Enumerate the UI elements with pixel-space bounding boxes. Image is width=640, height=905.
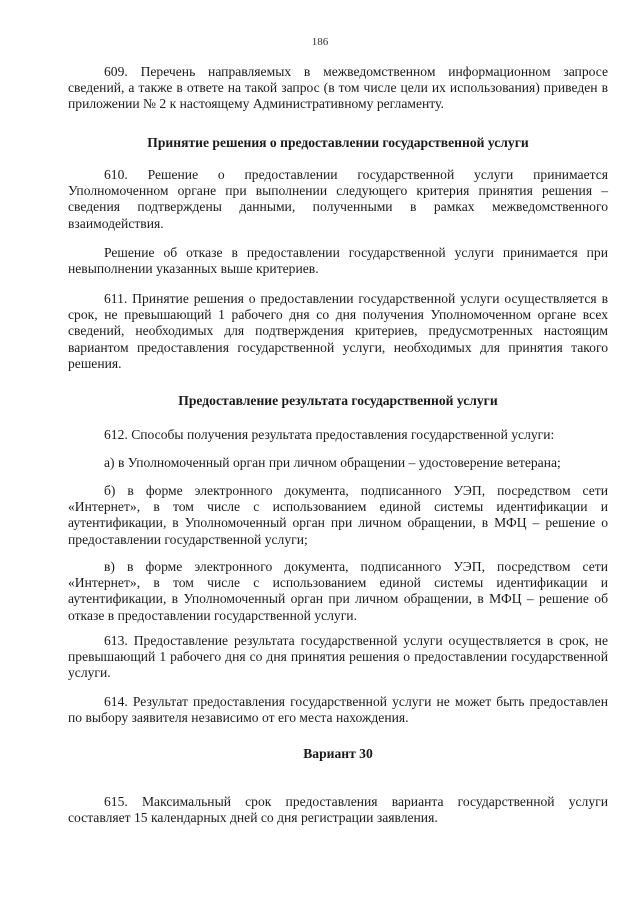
paragraph-610-refusal: [68, 245, 608, 277]
paragraph-text: 610. Решение о предоставлении государственной услуги принимается Уполномоченном органе при выполнении следующего критерия принятия решения – сведения подтверждены данными, полученными в рамках межведомственного взаимодействия.: [68, 167, 608, 231]
heading-variant-30: [68, 746, 608, 762]
paragraph-611: [68, 291, 608, 372]
paragraph-text: 609. Перечень направляемых в межведомственном информационном запросе сведений, а также в ответе на такой запрос (в том числе цели их использования) приведен в приложении № 2 к настоящему Административному регламенту.: [68, 64, 608, 112]
paragraph-text: 615. Максимальный срок предоставления варианта государственной услуги составляет 15 календарных дней со дня регистрации заявления.: [68, 794, 608, 826]
paragraph-text: 611. Принятие решения о предоставлении государственной услуги осуществляется в срок, не превышающий 1 рабочего дня со дня получения Уполномоченном органе всех сведений, необходимых для подтверждения критериев, предусмотренных настоящим вариантом предоставления государственной услуги, необходимых для принятия такого решения.: [68, 291, 608, 371]
paragraph-612: [68, 427, 608, 443]
paragraph-612-b: [68, 483, 608, 548]
paragraph-614: [68, 694, 608, 726]
paragraph-615: [68, 794, 608, 826]
paragraph-610: [68, 167, 608, 232]
paragraph-613: [68, 633, 608, 682]
paragraph-text: 612. Способы получения результата предоставления государственной услуги:: [104, 427, 555, 442]
paragraph-text: 614. Результат предоставления государственной услуги не может быть предоставлен по выбору заявителя независимо от его места нахождения.: [68, 694, 608, 726]
section-heading: Предоставление результата государственной услуги: [178, 393, 498, 408]
section-heading: Вариант 30: [303, 746, 373, 761]
paragraph-609: [68, 64, 608, 113]
paragraph-text: в) в форме электронного документа, подписанного УЭП, посредством сети «Интернет», в том числе с использованием единой системы идентификации и аутентификации, в Уполномоченный орган при личном обращении, в МФЦ – решение об отказе в предоставлении государственной услуги.: [68, 559, 608, 623]
paragraph-text: а) в Уполномоченный орган при личном обращении – удостоверение ветерана;: [104, 455, 561, 470]
page-number: 186: [311, 36, 329, 48]
paragraph-text: Решение об отказе в предоставлении государственной услуги принимается при невыполнении указанных выше критериев.: [68, 245, 608, 277]
paragraph-text: б) в форме электронного документа, подписанного УЭП, посредством сети «Интернет», в том числе с использованием единой системы идентификации и аутентификации, в Уполномоченный орган при личном обращении, в МФЦ – решение о предоставлении государственной услуги;: [68, 483, 608, 547]
heading-decision: [68, 135, 608, 151]
paragraph-612-c: [68, 559, 608, 624]
paragraph-612-a: [68, 455, 608, 471]
section-heading: Принятие решения о предоставлении государственной услуги: [147, 135, 529, 150]
heading-result: [68, 393, 608, 409]
paragraph-text: 613. Предоставление результата государственной услуги осуществляется в срок, не превышающий 1 рабочего дня со дня принятия решения о предоставлении государственной услуги.: [68, 633, 608, 681]
